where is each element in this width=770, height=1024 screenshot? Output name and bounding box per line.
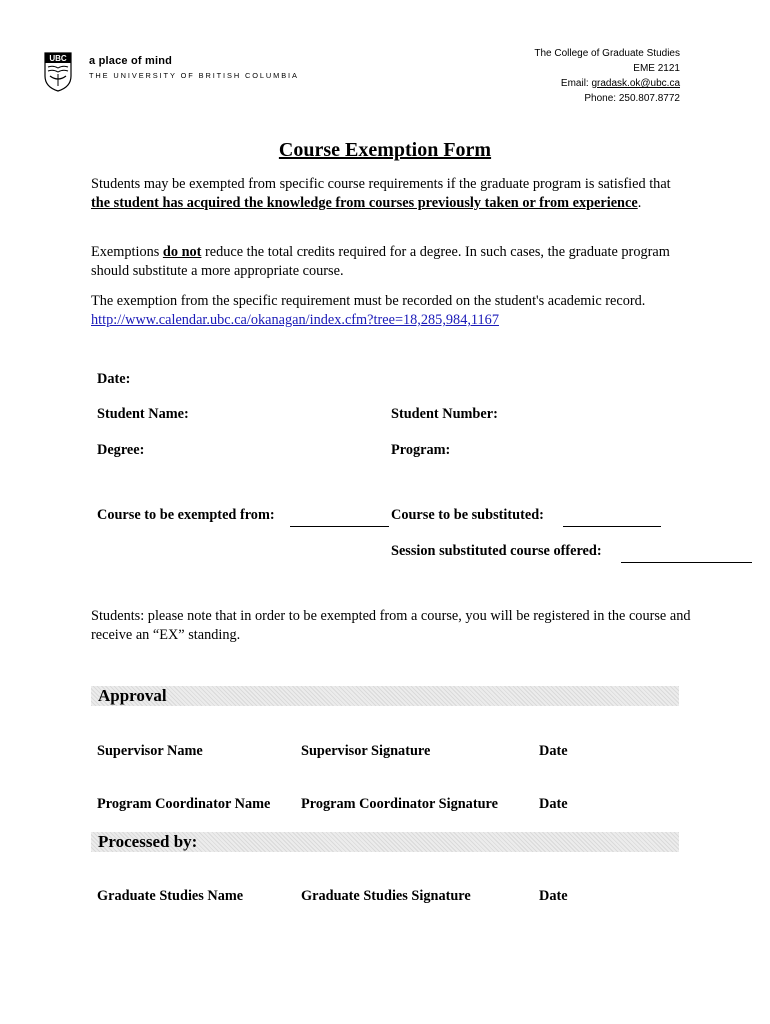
approval-heading: Approval	[98, 686, 167, 705]
gs-name-label: Graduate Studies Name	[97, 888, 244, 904]
coordinator-date-label: Date	[539, 796, 568, 812]
gs-signature-label: Graduate Studies Signature	[301, 888, 471, 904]
student-number-label: Student Number:	[391, 406, 498, 422]
contact-email-link[interactable]: gradask.ok@ubc.ca	[591, 78, 680, 89]
contact-email-label: Email:	[560, 78, 592, 89]
contact-room: EME 2121	[633, 63, 680, 74]
logo-abbrev: UBC	[49, 54, 67, 63]
date-label: Date:	[97, 371, 131, 387]
course-exempted-line[interactable]	[290, 526, 389, 527]
calendar-link[interactable]: http://www.calendar.ubc.ca/okanagan/index.cfm?tree=18,285,984,1167	[91, 312, 499, 328]
registration-note: Students: please note that in order to be exempted from a course, you will be registered in the course and receive an “EX” standing.	[91, 608, 691, 643]
course-exempted-label: Course to be exempted from:	[97, 507, 275, 523]
p2-emphasis: do not	[162, 244, 202, 260]
form-title: Course Exemption Form	[278, 139, 492, 161]
program-label: Program:	[391, 442, 451, 458]
ubc-logo-crest	[44, 52, 72, 92]
contact-phone: Phone: 250.807.8772	[584, 93, 680, 104]
p1-emphasis: the student has acquired the knowledge from courses previously taken or from experience	[91, 195, 638, 211]
coordinator-signature-label: Program Coordinator Signature	[301, 796, 498, 812]
contact-email-line	[534, 76, 680, 91]
record-paragraph	[91, 292, 686, 330]
p1-end: .	[637, 195, 642, 211]
gs-date-label: Date	[539, 888, 568, 904]
logo-university-name: THE UNIVERSITY OF BRITISH COLUMBIA	[89, 71, 299, 80]
supervisor-date-label: Date	[539, 743, 568, 759]
course-substituted-line[interactable]	[563, 526, 661, 527]
processed-heading: Processed by:	[98, 832, 198, 851]
supervisor-signature-label: Supervisor Signature	[301, 743, 431, 759]
intro-paragraph	[91, 175, 686, 213]
approval-section-bar	[91, 686, 679, 706]
session-offered-line[interactable]	[621, 562, 752, 563]
p2-text: Exemptions	[91, 244, 163, 260]
logo-tagline: a place of mind	[89, 55, 173, 67]
p2-end: reduce the total credits required for a degree. In such cases, the graduate program should substitute a more appropriate course.	[91, 244, 670, 279]
coordinator-name-label: Program Coordinator Name	[97, 796, 271, 812]
credits-paragraph	[91, 243, 686, 281]
session-offered-label: Session substituted course offered:	[391, 543, 602, 559]
student-name-label: Student Name:	[97, 406, 189, 422]
course-substituted-label: Course to be substituted:	[391, 507, 544, 523]
contact-block	[534, 46, 680, 106]
contact-office: The College of Graduate Studies	[534, 48, 680, 59]
p3-text: The exemption from the specific requirement must be recorded on the student's academic record.	[91, 293, 646, 309]
supervisor-name-label: Supervisor Name	[97, 743, 203, 759]
degree-label: Degree:	[97, 442, 145, 458]
p1-text: Students may be exempted from specific course requirements if the graduate program is satisfied that	[91, 176, 671, 192]
